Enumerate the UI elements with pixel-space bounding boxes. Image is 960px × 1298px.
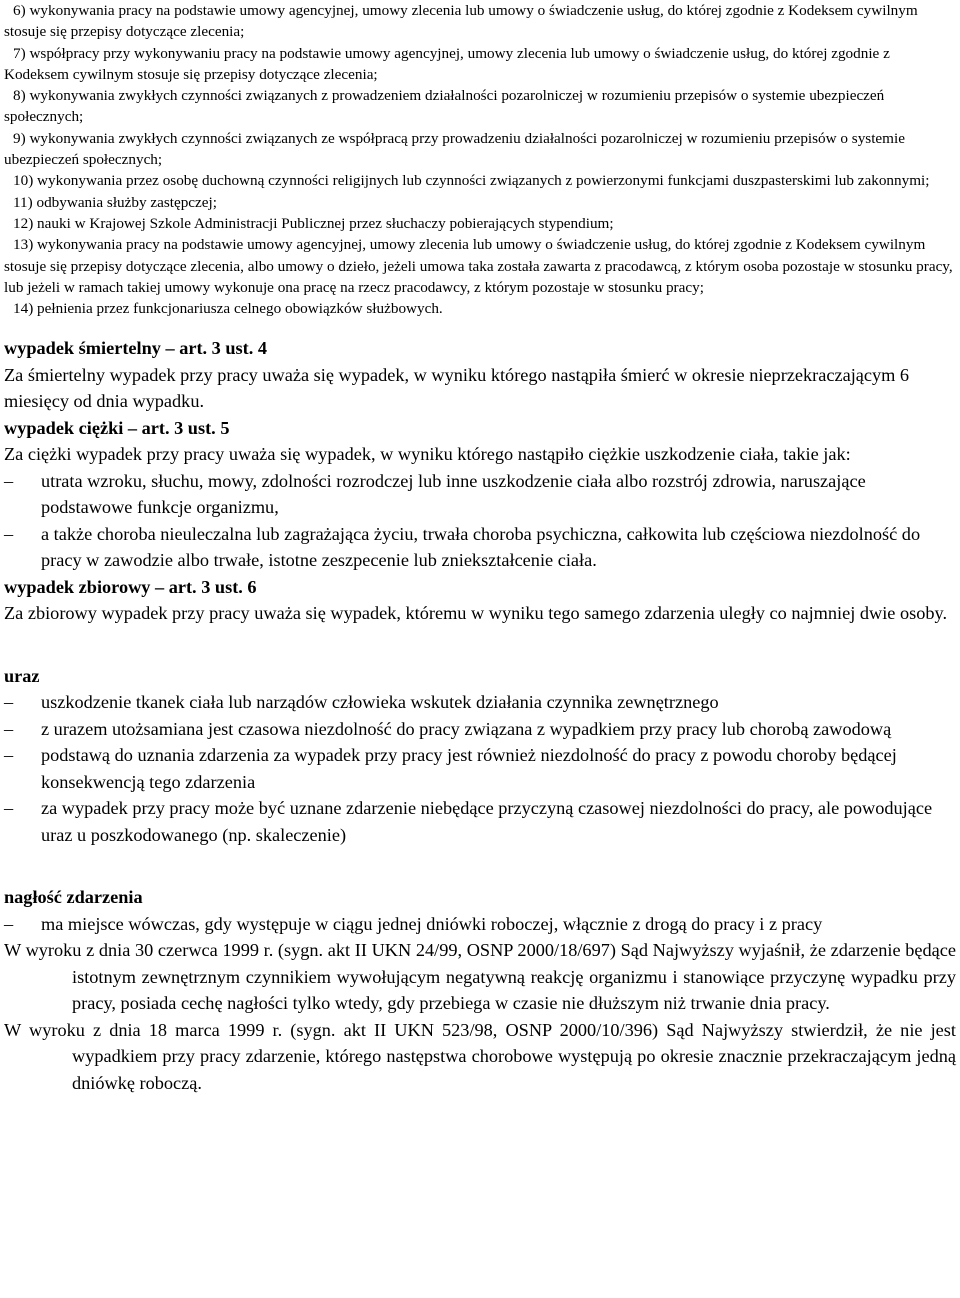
heading-smiertelny: wypadek śmiertelny – art. 3 ust. 4 <box>4 338 268 359</box>
numbered-list <box>4 0 956 319</box>
list-item <box>4 689 956 716</box>
dash-bullet: – <box>4 745 14 766</box>
list-item-text: a także choroba nieuleczalna lub zagrażająca życiu, trwała choroba psychiczna, całkowita lub częściowa niezdolność do pracy w zawodzie albo trwałe, istotne zeszpecenie lub zniekształcenie ciała. <box>41 523 921 571</box>
heading-ciezki: wypadek ciężki – art. 3 ust. 5 <box>4 417 230 438</box>
list-item-text: ma miejsce wówczas, gdy występuje w ciągu jednej dniówki roboczej, włącznie z drogą do pracy i z pracy <box>41 913 823 934</box>
list-item: 10) wykonywania przez osobę duchowną czynności religijnych lub czynności związanych z powierzonymi funkcjami duszpasterskimi lub zakonnymi; <box>13 172 930 190</box>
list-item: 11) odbywania służby zastępczej; <box>13 193 217 211</box>
court-ruling: W wyroku z dnia 30 czerwca 1999 r. (sygn. akt II UKN 24/99, OSNP 2000/18/697) Sąd Najwyższy wyjaśnił, że zdarzenie będące istotnym zewnętrznym czynnikiem wywołującym negatywną reakcję organizmu i stanowiące przyczynę wypadku przy pracy, posiada cechę nagłości tylko wtedy, gdy przebiega w czasie nie dłuższym niż trwanie dnia pracy. <box>4 940 956 1014</box>
definition-zbiorowy: Za zbiorowy wypadek przy pracy uważa się wypadek, któremu w wyniku tego samego zdarzenia uległy co najmniej dwie osoby. <box>4 603 948 624</box>
list-item <box>4 795 956 848</box>
list-item-text: podstawą do uznania zdarzenia za wypadek przy pracy jest również niezdolność do pracy z powodu choroby będącej konsekwencją tego zdarzenia <box>41 745 897 792</box>
spacer <box>4 627 956 663</box>
dash-bullet: – <box>4 798 14 819</box>
list-item <box>4 742 956 795</box>
list-item <box>4 468 956 521</box>
list-item: 6) wykonywania pracy na podstawie umowy agencyjnej, umowy zlecenia lub umowy o świadczenie usług, do której zgodnie z Kodeksem cywilnym stosuje się przepisy dotyczące zlecenia; <box>4 2 918 41</box>
list-item: 8) wykonywania zwykłych czynności związanych z prowadzeniem działalności pozarolniczej w rozumieniu przepisów o systemie ubezpieczeń społecznych; <box>4 87 885 126</box>
list-item-text: z urazem utożsamiana jest czasowa niezdolność do pracy związana z wypadkiem przy pracy lub chorobą zawodową <box>41 718 892 739</box>
definition-smiertelny: Za śmiertelny wypadek przy pracy uważa się wypadek, w wyniku którego nastąpiła śmierć w okresie nieprzekraczającym 6 miesięcy od dnia wypadku. <box>4 364 910 412</box>
list-item-text: za wypadek przy pracy może być uznane zdarzenie niebędące przyczyną czasowej niezdolności do pracy, ale powodujące uraz u poszkodowanego (np. skaleczenie) <box>41 798 933 845</box>
dash-bullet: – <box>4 470 14 491</box>
heading-zbiorowy: wypadek zbiorowy – art. 3 ust. 6 <box>4 576 257 597</box>
dash-bullet: – <box>4 692 14 713</box>
spacer <box>4 848 956 884</box>
list-item-text: utrata wzroku, słuchu, mowy, zdolności rozrodczej lub inne uszkodzenie ciała albo rozstrój zdrowia, naruszające podstawowe funkcje organizmu, <box>41 470 866 518</box>
naglosc-list <box>4 911 956 938</box>
list-item: 12) nauki w Krajowej Szkole Administracji Publicznej przez słuchaczy pobierających stypendium; <box>13 214 614 232</box>
ciezki-list <box>4 468 956 574</box>
list-item: 13) wykonywania pracy na podstawie umowy agencyjnej, umowy zlecenia lub umowy o świadczenie usług, do której zgodnie z Kodeksem cywilnym stosuje się przepisy dotyczące zlecenia, albo umowy o dzieło, jeżeli umowa taka została zawarta z pracodawcą, z którym osoba pozostaje w stosunku pracy, lub jeżeli w ramach takiej umowy wykonuje ona pracę na rzecz pracodawcy, z którym pozostaje w stosunku pracy; <box>4 236 953 296</box>
list-item <box>4 716 956 743</box>
dash-bullet: – <box>4 523 14 544</box>
definition-ciezki: Za ciężki wypadek przy pracy uważa się wypadek, w wyniku którego nastąpiło ciężkie uszkodzenie ciała, takie jak: <box>4 444 851 465</box>
uraz-list <box>4 689 956 848</box>
spacer <box>4 319 956 335</box>
heading-uraz: uraz <box>4 665 40 686</box>
heading-naglosc: nagłość zdarzenia <box>4 887 143 908</box>
list-item <box>4 521 956 574</box>
list-item-text: uszkodzenie tkanek ciała lub narządów człowieka wskutek działania czynnika zewnętrznego <box>41 692 719 713</box>
dash-bullet: – <box>4 718 14 739</box>
list-item: 14) pełnienia przez funkcjonariusza celnego obowiązków służbowych. <box>13 300 443 318</box>
dash-bullet: – <box>4 913 14 934</box>
list-item: 7) współpracy przy wykonywaniu pracy na podstawie umowy agencyjnej, umowy zlecenia lub umowy o świadczenie usług, do której zgodnie z Kodeksem cywilnym stosuje się przepisy dotyczące zlecenia; <box>4 44 890 83</box>
court-ruling: W wyroku z dnia 18 marca 1999 r. (sygn. akt II UKN 523/98, OSNP 2000/10/396) Sąd Najwyższy stwierdził, że nie jest wypadkiem przy pracy zdarzenie, którego następstwa chorobowe występują po okresie znacznie przekraczającym jedną dniówkę roboczą. <box>4 1019 956 1093</box>
list-item: 9) wykonywania zwykłych czynności związanych ze współpracą przy prowadzeniu działalności pozarolniczej w rozumieniu przepisów o systemie ubezpieczeń społecznych; <box>4 129 905 169</box>
list-item <box>4 911 956 938</box>
definitions <box>4 319 956 1096</box>
